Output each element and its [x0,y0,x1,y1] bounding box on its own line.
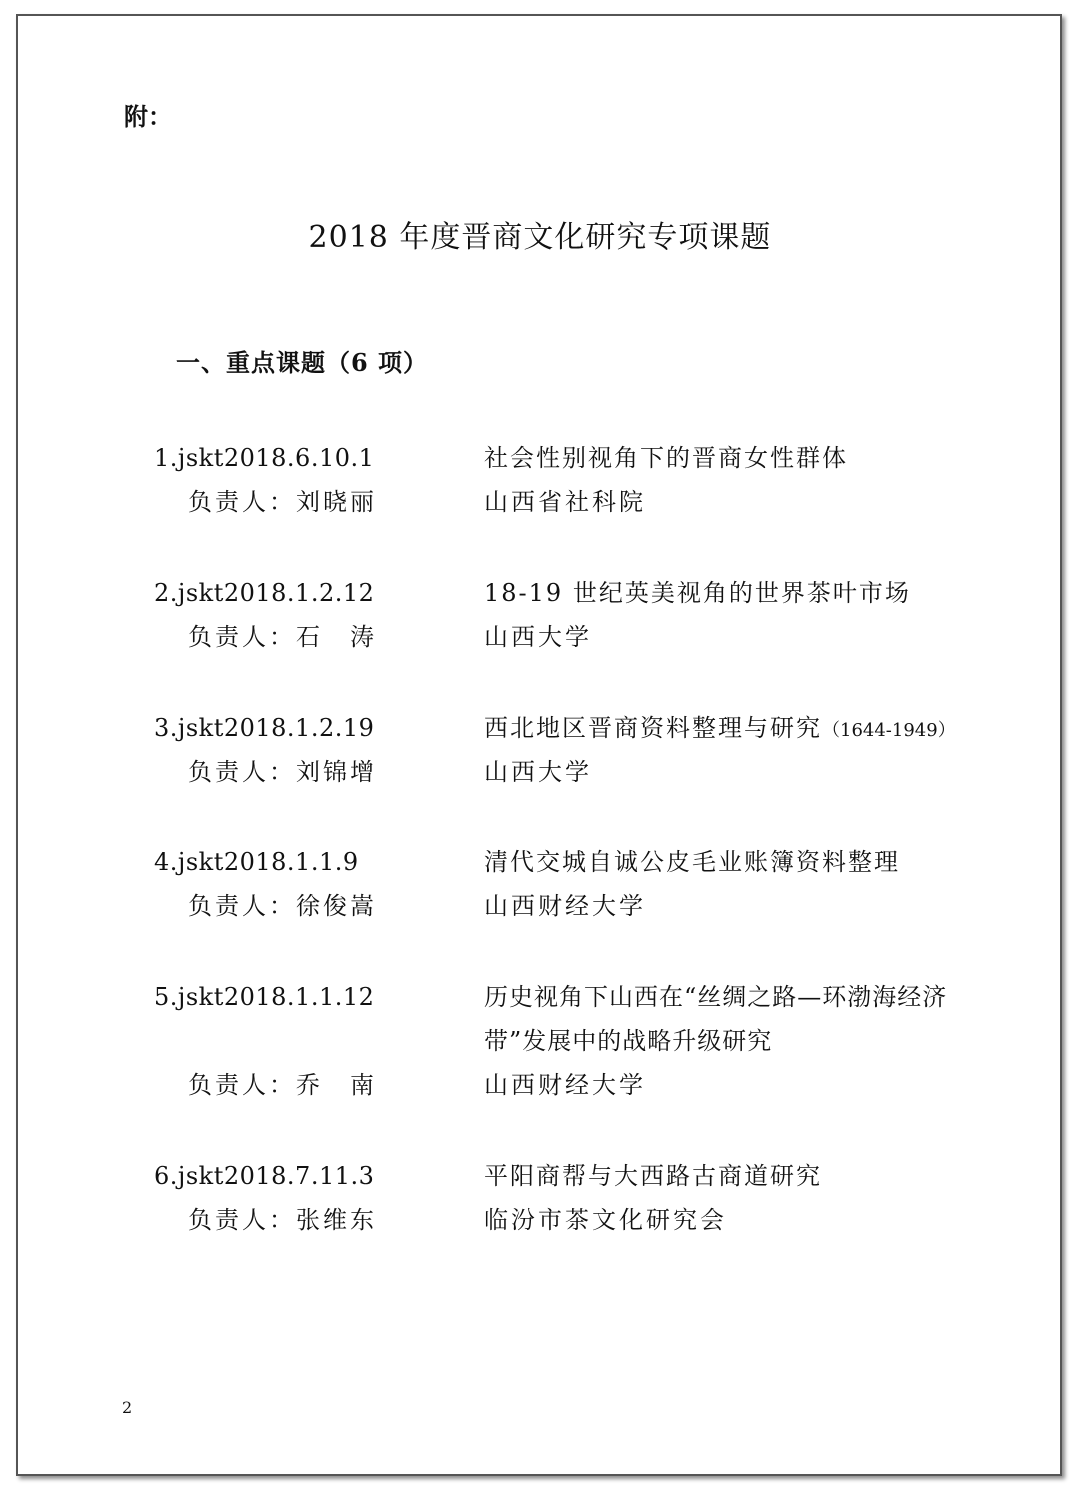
project-organization: 山西大学 [484,758,592,786]
page-number: 2 [122,1398,133,1417]
project-code: 6.jskt2018.7.11.3 [154,1162,375,1190]
leader-name: 刘锦增 [296,758,377,786]
leader-label: 负责人： [188,1071,296,1099]
project-topic-text: 平阳商帮与大西路古商道研究 [484,1162,822,1190]
project-code: 5.jskt2018.1.1.12 [154,983,375,1011]
project-code: 3.jskt2018.1.2.19 [154,714,375,742]
project-organization: 山西财经大学 [484,892,646,920]
leader-name: 乔 南 [296,1071,377,1099]
project-topic-line-2: 带”发展中的战略升级研究 [484,1027,773,1055]
project-topic [484,571,964,615]
project-code: 1.jskt2018.6.10.1 [154,444,375,472]
project-organization: 山西大学 [484,623,592,651]
project-topic-text: 18-19 世纪英美视角的世界茶叶市场 [484,579,911,607]
leader-name: 徐俊嵩 [296,892,377,920]
project-topic [484,436,964,480]
leader-label: 负责人： [188,1206,296,1234]
project-leader [188,884,377,928]
project-code: 4.jskt2018.1.1.9 [154,848,359,876]
project-leader [188,1198,377,1242]
project-leader [188,480,377,524]
leader-label: 负责人： [188,892,296,920]
project-topic [484,706,1004,753]
project-code: 2.jskt2018.1.2.12 [154,579,375,607]
leader-name: 刘晓丽 [296,488,377,516]
project-leader [188,750,377,794]
leader-label: 负责人： [188,758,296,786]
leader-name: 张维东 [296,1206,377,1234]
leader-label: 负责人： [188,623,296,651]
project-organization: 山西省社科院 [484,488,646,516]
project-topic-text: 西北地区晋商资料整理与研究 [484,714,822,742]
project-topic-period: （1644-1949） [822,720,956,741]
project-topic [484,840,964,884]
section-heading: 一、重点课题（6 项） [176,348,429,377]
document-title: 2018 年度晋商文化研究专项课题 [308,220,772,255]
project-leader [188,615,377,659]
attachment-label: 附： [124,102,172,131]
leader-name: 石 涛 [296,623,377,651]
project-topic-text: 清代交城自诚公皮毛业账簿资料整理 [484,848,900,876]
project-topic-text: 社会性别视角下的晋商女性群体 [484,444,848,472]
project-leader [188,1063,377,1107]
project-organization: 山西财经大学 [484,1071,646,1099]
project-topic [484,1154,964,1198]
project-topic [484,975,964,1063]
leader-label: 负责人： [188,488,296,516]
project-topic-line-1: 历史视角下山西在“丝绸之路—环渤海经济 [484,983,948,1011]
project-organization: 临汾市茶文化研究会 [484,1206,727,1234]
